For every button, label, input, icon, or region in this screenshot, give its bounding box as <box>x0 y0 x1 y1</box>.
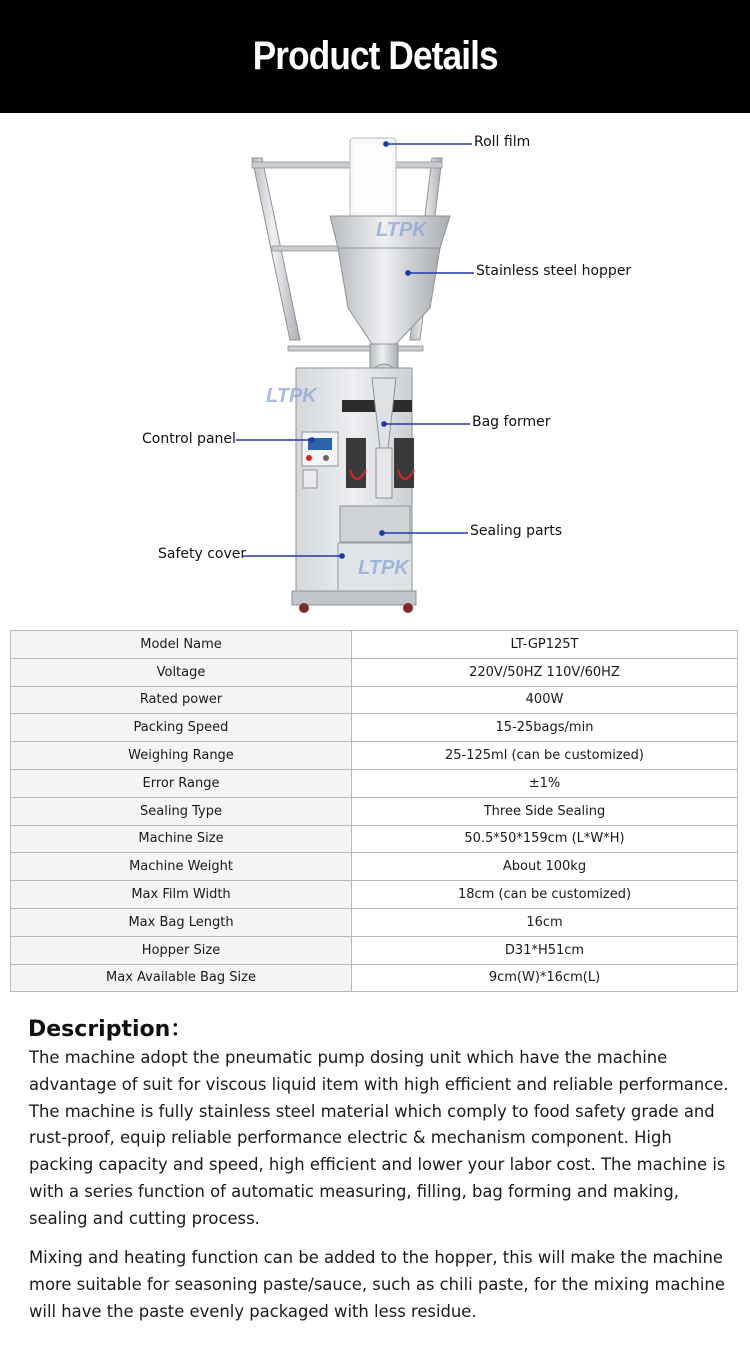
roll-film <box>350 138 396 218</box>
table-row <box>11 769 738 797</box>
spec-label: Max Available Bag Size <box>11 964 352 992</box>
spec-value: 15-25bags/min <box>352 714 738 742</box>
spec-label: Max Bag Length <box>11 908 352 936</box>
spec-value: 400W <box>352 686 738 714</box>
callout-safety-cover: Safety cover <box>158 546 247 562</box>
callout-sealing-parts: Sealing parts <box>470 523 563 539</box>
watermark-top: LTPK <box>376 219 427 241</box>
spec-label: Machine Size <box>11 825 352 853</box>
spec-value: Three Side Sealing <box>352 797 738 825</box>
table-row <box>11 908 738 936</box>
table-row <box>11 881 738 909</box>
spec-value: 50.5*50*159cm (L*W*H) <box>352 825 738 853</box>
spec-label: Rated power <box>11 686 352 714</box>
callout-control-panel: Control panel <box>142 431 236 447</box>
specifications-table <box>10 630 738 992</box>
table-row <box>11 658 738 686</box>
table-row <box>11 797 738 825</box>
page-header <box>0 0 750 113</box>
spec-value: 25-125ml (can be customized) <box>352 742 738 770</box>
table-row <box>11 686 738 714</box>
callout-roll-film: Roll film <box>474 134 531 150</box>
spec-label: Hopper Size <box>11 936 352 964</box>
table-row <box>11 825 738 853</box>
spec-label: Sealing Type <box>11 797 352 825</box>
spec-label: Packing Speed <box>11 714 352 742</box>
spec-value: About 100kg <box>352 853 738 881</box>
table-row <box>11 964 738 992</box>
table-row <box>11 714 738 742</box>
watermark-middle: LTPK <box>266 385 317 407</box>
description-title: Description： <box>28 1017 193 1042</box>
spec-label: Machine Weight <box>11 853 352 881</box>
spec-label: Max Film Width <box>11 881 352 909</box>
table-row <box>11 853 738 881</box>
spec-value: 220V/50HZ 110V/60HZ <box>352 658 738 686</box>
description-paragraph: The machine adopt the pneumatic pump dosing unit which have the machine advantage of suit for viscous liquid item with high efficient and reliable performance. The machine is fully stainless steel material which comply to food safety grade and rust-proof, equip reliable performance electric & mechanism component. High packing capacity and speed, high efficient and lower your labor cost. The machine is with a series function of automatic measuring, filling, bag forming and making, sealing and cutting process. <box>29 1048 729 1228</box>
spec-label: Voltage <box>11 658 352 686</box>
callout-stainless-steel-hopper: Stainless steel hopper <box>476 263 632 279</box>
watermark-bottom: LTPK <box>358 557 409 579</box>
machine-illustration <box>0 118 750 623</box>
hopper <box>330 216 450 388</box>
spec-value: D31*H51cm <box>352 936 738 964</box>
spec-value: 9cm(W)*16cm(L) <box>352 964 738 992</box>
page-title: Product Details <box>252 34 498 78</box>
table-row <box>11 631 738 659</box>
spec-value: ±1% <box>352 769 738 797</box>
spec-value: 18cm (can be customized) <box>352 881 738 909</box>
table-row <box>11 936 738 964</box>
machine-figure <box>0 118 750 623</box>
table-row <box>11 742 738 770</box>
spec-label: Weighing Range <box>11 742 352 770</box>
spec-label: Model Name <box>11 631 352 659</box>
spec-value: LT-GP125T <box>352 631 738 659</box>
spec-label: Error Range <box>11 769 352 797</box>
callout-bag-former: Bag former <box>472 414 551 430</box>
spec-value: 16cm <box>352 908 738 936</box>
description-paragraph: Mixing and heating function can be added to the hopper, this will make the machine more suitable for seasoning paste/sauce, such as chili paste, for the mixing machine will have the paste evenly packaged with less residue. <box>29 1248 725 1321</box>
